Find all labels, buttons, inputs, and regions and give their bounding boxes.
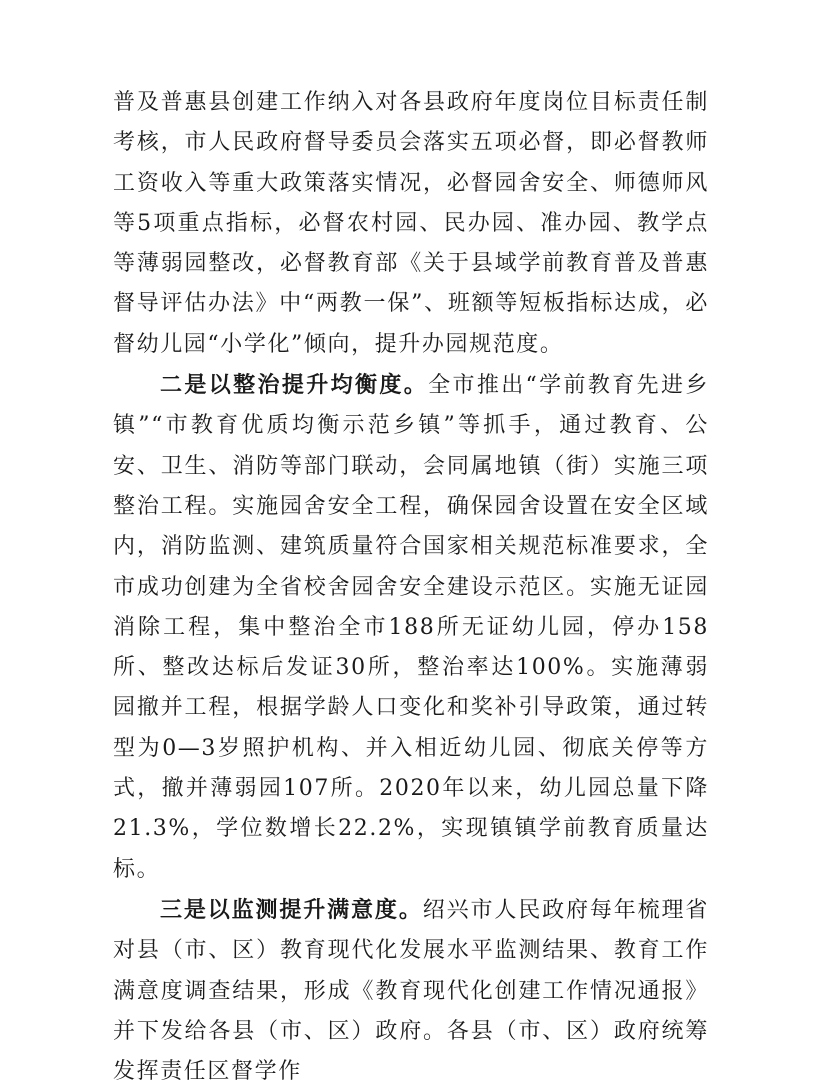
paragraph-text: 全市推出“学前教育先进乡镇”“市教育优质均衡示范乡镇”等抓手，通过教育、公安、卫生、消防等部门联动，会同属地镇（街）实施三项整治工程。实施园舍安全工程，确保园舍设置在安全区域内，消防监测、建筑质量符合国家相关规范标准要求，全市成功创建为全省校舍园舍安全建设示范区。实施无证园消除工程，集中整治全市188所无证幼儿园，停办158所、整改达标后发证30所，整治率达100%。实施薄弱园撤并工程，根据学龄人口变化和奖补引导政策，通过转型为0—3岁照护机构、并入相近幼儿园、彻底关停等方式，撤并薄弱园107所。2020年以来，幼儿园总量下降21.3%，学位数增长22.2%，实现镇镇学前教育质量达标。 xyxy=(113,373,709,882)
paragraph-2 xyxy=(113,365,709,890)
paragraph-text: 绍兴市人民政府每年梳理省对县（市、区）教育现代化发展水平监测结果、教育工作满意度调查结果，形成《教育现代化创建工作情况通报》并下发给各县（市、区）政府。各县（市、区）政府统筹发挥责任区督学作 xyxy=(113,897,709,1085)
paragraph-text: 普及普惠县创建工作纳入对各县政府年度岗位目标责任制考核，市人民政府督导委员会落实五项必督，即必督教师工资收入等重大政策落实情况，必督园舍安全、师德师风等5项重点指标，必督农村园、民办园、准办园、教学点等薄弱园整改，必督教育部《关于县域学前教育普及普惠督导评估办法》中“两教一保”、班额等短板指标达成，必督幼儿园“小学化”倾向，提升办园规范度。 xyxy=(113,90,709,357)
paragraph-lead: 二是以整治提升均衡度。 xyxy=(160,372,429,399)
paragraph-lead: 三是以监测提升满意度。 xyxy=(160,896,423,923)
document-body xyxy=(113,82,709,1092)
paragraph-3 xyxy=(113,890,709,1092)
paragraph-1 xyxy=(113,82,709,365)
